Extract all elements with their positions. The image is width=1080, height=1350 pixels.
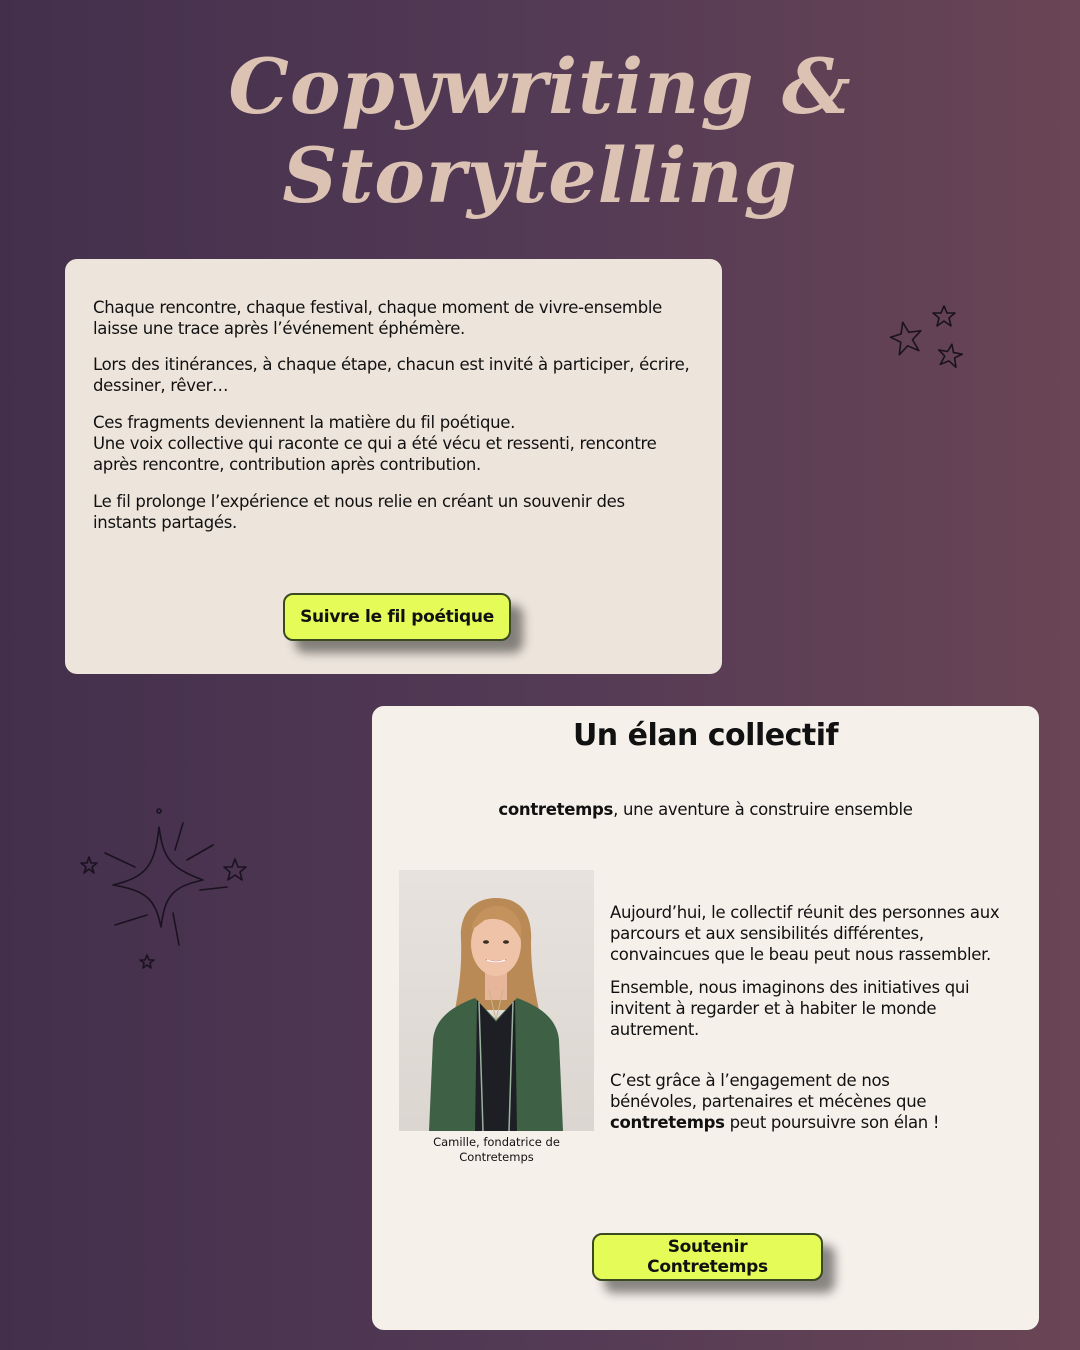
card1-paragraph-2: Lors des itinérances, à chaque étape, chacun est invité à participer, écrire, dessiner, rêver… xyxy=(93,355,690,395)
tagline-text: , une aventure à construire ensemble xyxy=(613,800,913,819)
closing-text-start: C’est grâce à l’engagement de nos bénévoles, partenaires et mécènes que xyxy=(610,1071,927,1111)
tagline-brand: contretemps xyxy=(498,800,614,819)
closing-text-end: peut poursuivre son élan ! xyxy=(724,1113,940,1132)
card2-closing-paragraph xyxy=(610,1070,980,1133)
elan-collectif-card xyxy=(372,706,1039,1330)
fil-poetique-card xyxy=(65,259,722,674)
closing-brand: contretemps xyxy=(610,1113,725,1132)
card1-paragraph-4: Le fil prolonge l’expérience et nous relie en créant un souvenir des instants partagés. xyxy=(93,492,625,532)
card2-tagline xyxy=(372,800,1039,819)
soutenir-contretemps-button[interactable]: Soutenir Contretemps xyxy=(592,1233,823,1281)
photo-caption: Camille, fondatrice de Contretemps xyxy=(433,1135,560,1164)
card2-heading: Un élan collectif xyxy=(572,718,839,753)
stars-doodle-icon xyxy=(888,300,978,385)
founder-photo xyxy=(399,870,594,1131)
card2-paragraph-2: Ensemble, nous imaginons des initiatives qui invitent à regarder et à habiter le monde autrement. xyxy=(610,978,970,1039)
page-title: Copywriting & Storytelling xyxy=(228,42,852,220)
sparkle-doodle-icon xyxy=(75,805,255,975)
card2-paragraph-1: Aujourd’hui, le collectif réunit des personnes aux parcours et aux sensibilités différentes, convaincues que le beau peut nous rassembler. xyxy=(610,903,1000,964)
card1-paragraph-3: Ces fragments deviennent la matière du fil poétique. Une voix collective qui raconte ce qui a été vécu et ressenti, rencontre après rencontre, contribution après contribution. xyxy=(93,413,657,474)
card1-paragraph-1: Chaque rencontre, chaque festival, chaque moment de vivre-ensemble laisse une trace après l’événement éphémère. xyxy=(93,298,663,338)
suivre-fil-poetique-button[interactable]: Suivre le fil poétique xyxy=(283,593,511,641)
